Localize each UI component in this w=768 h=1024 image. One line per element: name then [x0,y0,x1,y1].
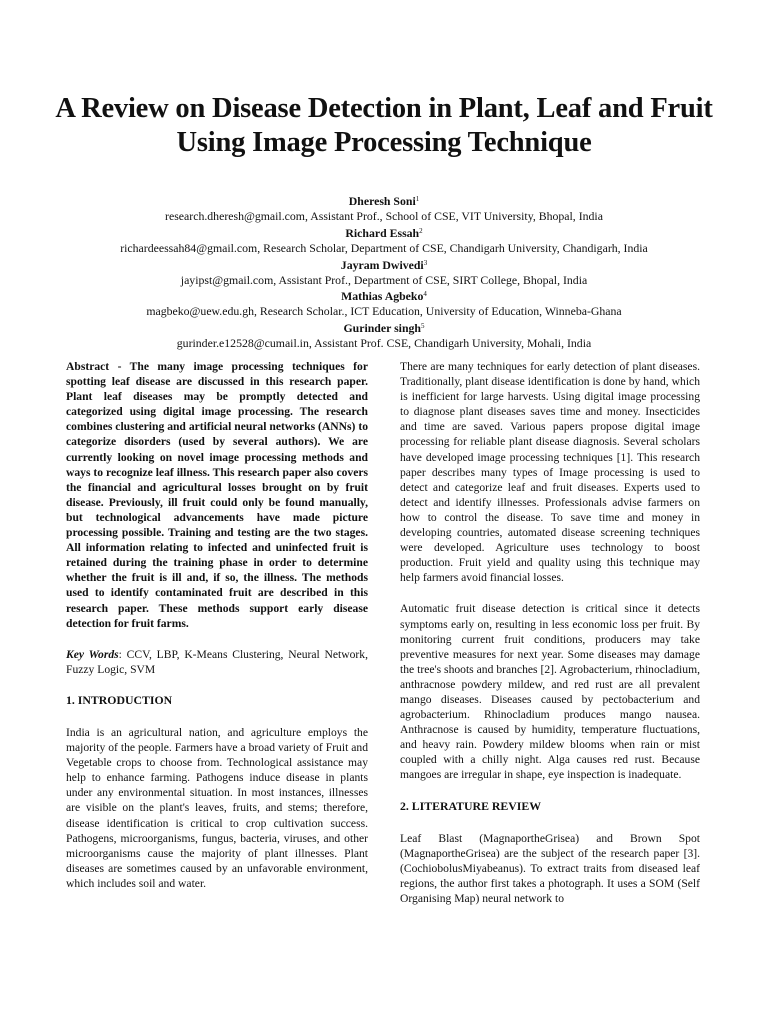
author-affiliation: gurinder.e12528@cumail.in, Assistant Prof. CSE, Chandigarh University, Mohali, India [176,336,592,351]
abstract: Abstract - The many image processing techniques for spotting leaf disease are discussed in this research paper. Plant leaf diseases may be promptly detected and categorized using digital image processing. The research combines clustering and artificial neural networks (ANNs) to categorize disorders (used by several authors). We are currently looking on novel image processing methods and ways to recognize leaf illness. This research paper also covers the financial and agricultural losses brought on by fruit disease. Previously, ill fruit could only be found manually, but technological advancements have made picture processing possible. Training and testing are the two stages. All information relating to infected and uninfected fruit is retained during the training phase in order to determine whether the fruit is ill and, if so, the illness. The methods used to identify contaminated fruit are described in this research paper. These methods support early disease detection for fruit farms. [66,360,368,630]
author-name: Dheresh Soni$^1$ [348,194,420,208]
author-entry [20,224,748,256]
keywords-text: : CCV, LBP, K-Means Clustering, Neural Network, Fuzzy Logic, SVM [66,647,368,676]
author-name: Jayram Dwivedi$^3$ [340,257,428,272]
literature-review-heading: 2. LITERATURE REVIEW [400,798,542,813]
body-paragraph: Automatic fruit disease detection is critical since it detects symptoms early on, resulting in less economic loss per fruit. By monitoring current fruit conditions, producers may take preventive measures for next year. Some diseases may damage the tree's shoots and branches [2]. Agrobacterium, rhinocladium, anthracnose powdery mildew, and red rust are all prevalent mango diseases. Diseases caused by pectobacterium and agrobacterium. Rhinocladium produces mango nausea. Anthracnose is caused by humidity, temperature fluctuations, and heavy rain. Powdery mildew blooms when rain or mist coupled with a chilly night. Alga causes red rust. Because mangoes are irregular in shape, eye inspection is inadequate. [400,602,700,782]
author-affiliation: richardeessah84@gmail.com, Research Scholar, Department of CSE, Chandigarh University, Chandigarh, India [120,240,648,255]
author-name: Richard Essah$^2$ [345,225,423,240]
literature-review-text: Leaf Blast (MagnaportheGrisea) and Brown Spot (MagnaportheGrisea) are the subject of the research paper [3]. (CochiobolusMiyabeanus). To extract traits from diseased leaf regions, the author first takes a photograph. It uses a SOM (Self Organising Map) neural network to [400,831,700,905]
author-affiliation: magbeko@uew.edu.gh, Research Scholar., ICT Education, University of Education, Winneba-Ghana [146,304,622,319]
author-affiliation: jayipst@gmail.com, Assistant Prof., Department of CSE, SIRT College, Bhopal, India [180,272,588,287]
introduction-text: India is an agricultural nation, and agriculture employs the majority of the people. Farmers have a broad variety of Fruit and Vegetable crops to choose from. Technological assistance may help to enhance farming. Pathogens induce disease in plants under any environmental situation. In most instances, illnesses are visible on the plant's leaves, fruits, and stems; therefore, disease identification is critical to crop cultivation success. Pathogens, microorganisms, fungus, bacteria, viruses, and other microorganisms cause the majority of plant illnesses. Plant diseases are sometimes caused by an unfavorable environment, which includes soil and water. [66,725,368,890]
left-column [66,359,368,907]
keywords [66,647,368,677]
body-paragraph: There are many techniques for early detection of plant diseases. Traditionally, plant disease identification is done by hand, which is inefficient for large harvests. Using digital image processing to diagnose plant diseases saves time and money. Insecticides and time are saved. Various papers propose digital image processing for reliable plant disease diagnosis. Several scholars have developed image processing techniques [1]. This research paper describes many types of Image processing is used to detect and categorize leaf and fruit diseases. Experts used to detect and identify illnesses. Professionals advise farmers on how to control the disease. To save time and money in developing countries, automated disease screening techniques were developed. Agriculture uses technology to boost production. Fruit yield and quality using this technique may help farmers avoid financial losses. [400,360,700,585]
right-column [400,359,700,922]
author-entry [20,192,748,224]
author-name: Gurinder singh$^5$ [343,321,425,336]
introduction-heading: 1. INTRODUCTION [66,692,173,707]
author-entry [20,256,748,288]
author-name: Mathias Agbeko$^4$ [341,289,427,304]
author-entry [20,319,748,351]
author-affiliation: research.dheresh@gmail.com, Assistant Prof., School of CSE, VIT University, Bhopal, India [165,208,603,223]
paper-title: A Review on Disease Detection in Plant, Leaf and Fruit Using Image Processing Technique [55,93,713,158]
author-entry [20,287,748,319]
keywords-label: Key Words [66,647,119,661]
author-block [20,192,748,351]
